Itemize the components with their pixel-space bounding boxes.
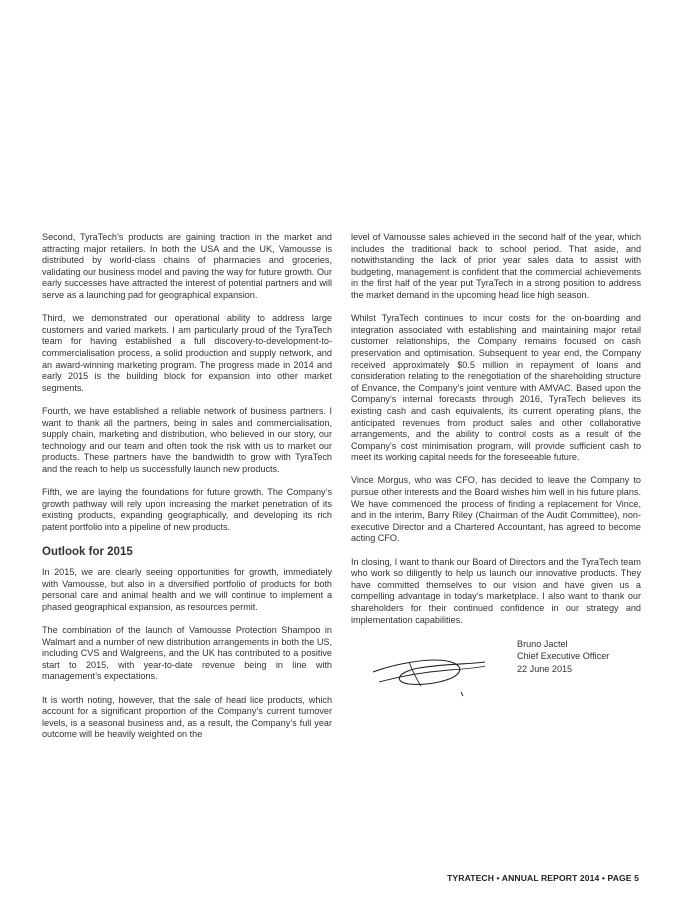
paragraph-second: Second, TyraTech’s products are gaining traction in the market and attracting major retailers. In both the USA and the UK, Vamousse is distributed by world-class chains of pharmacies and groceries, validating our business model and paving the way for future growth. Our early successes have attracted the interest of potential partners and will serve as a launching pad for geographical expansion.	[42, 232, 332, 300]
paragraph-fifth: Fifth, we are laying the foundations for future growth. The Company’s growth pathway will rely upon increasing the market penetration of its existing products, expanding geographically, and developing its rich patent portfolio into a pipeline of new products.	[42, 487, 332, 532]
paragraph-outlook-1: In 2015, we are clearly seeing opportunities for growth, immediately with Vamousse, but also in a diversified portfolio of products for both personal care and animal health and we will continue to implement a phased geographical expansion, as resources permit.	[42, 567, 332, 612]
paragraph-cfo: Vince Morgus, who was CFO, has decided to leave the Company to pursue other interests and the Board wishes him well in his future plans. We have commenced the process of finding a replacement for Vince, and in the interim, Barry Riley (Chairman of the Audit Committee), non-executive Director and a Chartered Accountant, has agreed to become acting CFO.	[351, 475, 641, 544]
section-heading-outlook: Outlook for 2015	[42, 546, 133, 559]
left-column	[42, 232, 332, 753]
paragraph-costs: Whilst TyraTech continues to incur costs for the on-boarding and integration associated with establishing and maintaining major retail customer relationships, the Company remains focused on cash preservation and optimisation. Subsequent to year end, the Company received approximately $0.5 million in repayment of loans and consideration relating to the renegotiation of the shareholding structure of Envance, the Company’s joint venture with AMVAC. Based upon the Company’s internal forecasts through 2016, TyraTech believes its existing cash and cash equivalents, its current operating plans, the anticipated revenues from product sales and other collaborative arrangements, and the ability to control costs as a result of the Company’s cost minimisation program, will provide sufficient cash to meet its working capital needs for the foreseeable future.	[351, 313, 641, 463]
paragraph-third: Third, we demonstrated our operational ability to address large customers and varied markets. I am particularly proud of the TyraTech team for having established a full discovery-to-development-to-commercialisation process, a solid production and supply network, and an award-winning marketing program. The progress made in 2014 and early 2015 is the building block for expansion into other market segments.	[42, 313, 332, 393]
paragraph-outlook-3: It is worth noting, however, that the sale of head lice products, which account for a significant proportion of the Company’s current turnover levels, is a seasonal business and, as a result, the Company’s full year outcome will be heavily weighted on the	[42, 694, 332, 740]
signatory-name: Bruno Jactel	[517, 638, 568, 649]
paragraph-outlook-2: The combination of the launch of Vamousse Protection Shampoo in Walmart and a number of new distribution arrangements in both the US, including CVS and Walgreens, and the UK has contributed to a positive start to 2015, with year-to-date revenue being in line with management’s expectations.	[42, 625, 332, 682]
signature-block	[351, 638, 641, 708]
paragraph-closing: In closing, I want to thank our Board of Directors and the TyraTech team who work so diligently to help us launch our innovative products. They have committed themselves to our vision and have given us a compelling advantage in today’s marketplace. I also want to thank our shareholders for their continued confidence in our strategy and implementation capabilities.	[351, 556, 641, 625]
paragraph-seasonal-continued: level of Vamousse sales achieved in the second half of the year, which includes the traditional back to school period. That aside, and notwithstanding the lack of prior year sales data to assist with budgeting, management is confident that the commercial achievements in the first half of the year put TyraTech in a strong position to address the market demand in the upcoming head lice high season.	[351, 232, 641, 300]
signatory-details	[517, 638, 609, 676]
signature-date: 22 June 2015	[517, 663, 573, 674]
paragraph-fourth: Fourth, we have established a reliable network of business partners. I want to thank all the partners, being in sales and commercialisation, supply chain, marketing and distribution, who believed in our story, our technology and our team and often took the risk with us to market our products. These partners have the bandwidth to grow with TyraTech and the reach to help us successfully launch new products.	[42, 405, 332, 474]
page-footer: TYRATECH • ANNUAL REPORT 2014 • PAGE 5	[447, 873, 639, 883]
right-column	[351, 232, 641, 708]
signatory-title: Chief Executive Officer	[517, 651, 610, 662]
handwritten-signature	[369, 642, 489, 698]
